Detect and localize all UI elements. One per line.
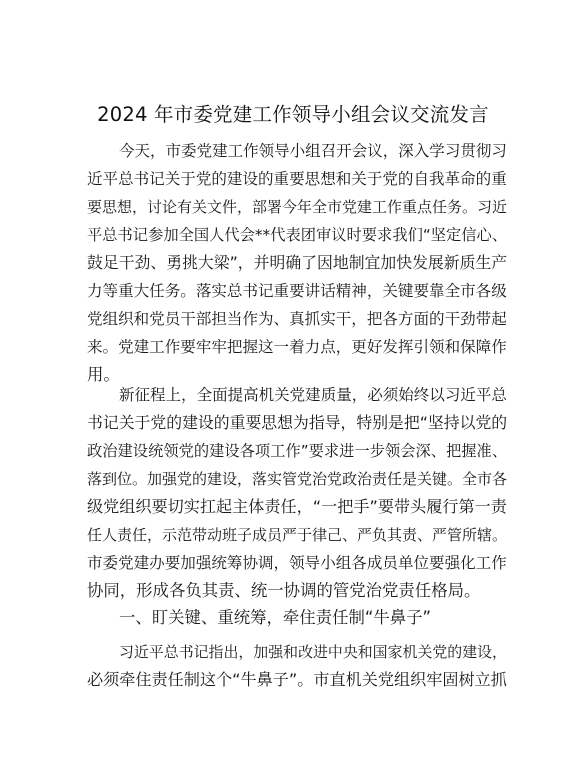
paragraph-line: 党组织和党员干部担当作为、真抓实干，把各方面的干劲带起 [87,310,507,328]
paragraph-1 [87,137,507,389]
paragraph-line: 政治建设统领党的建设各项工作”要求进一步领会深、把握准、 [87,442,508,460]
paragraph-line: 落到位。加强党的建设，落实管党治党政治责任是关键。全市各 [87,470,508,488]
paragraph-line: 来。党建工作要牢牢把握这一着力点，更好发挥引领和保障作 [87,338,507,356]
paragraph-line: 必须牵住责任制这个“牛鼻子”。市直机关党组织牢固树立抓 [87,670,507,689]
paragraph-line: 用。 [87,365,120,384]
paragraph-3 [87,638,507,694]
paragraph-line: 习近平总书记指出，加强和改进中央和国家机关党的建设， [119,643,507,661]
paragraph-line: 近平总书记关于党的建设的重要思想和关于党的自我革命的重 [87,170,507,188]
paragraph-line: 级党组织要切实扛起主体责任，“一把手”要带头履行第一责 [87,497,507,516]
paragraph-2 [87,381,507,605]
paragraph-line: 市委党建办要加强统筹协调，领导小组各成员单位要强化工作 [87,554,507,572]
paragraph-line: 今天，市委党建工作领导小组召开会议，深入学习贯彻习 [119,142,507,160]
section-heading-text: 一、盯关键、重统筹，牵住责任制“牛鼻子” [119,608,432,627]
document-title: 2024 年市委党建工作领导小组会议交流发言 [97,103,489,126]
paragraph-line: 任人责任，示范带动班子成员严于律己、严负其责、严管所辖。 [87,526,508,544]
paragraph-line: 书记关于党的建设的重要思想为指导，特别是把“坚持以党的 [87,413,508,432]
paragraph-line: 鼓足干劲、勇挑大梁”，并明确了因地制宜加快发展新质生产 [87,253,508,272]
paragraph-line: 要思想，讨论有关文件，部署今年全市党建工作重点任务。习近 [87,198,508,216]
paragraph-line: 平总书记参加全国人代会**代表团审议时要求我们“坚定信心、 [87,226,508,244]
section-heading [87,604,507,632]
paragraph-line: 力等重大任务。落实总书记重要讲话精神，关键要靠全市各级 [87,282,507,300]
paragraph-line: 新征程上，全面提高机关党建质量，必须始终以习近平总 [119,386,507,404]
paragraph-line: 协同，形成各负其责、统一协调的管党治党责任格局。 [87,581,481,600]
